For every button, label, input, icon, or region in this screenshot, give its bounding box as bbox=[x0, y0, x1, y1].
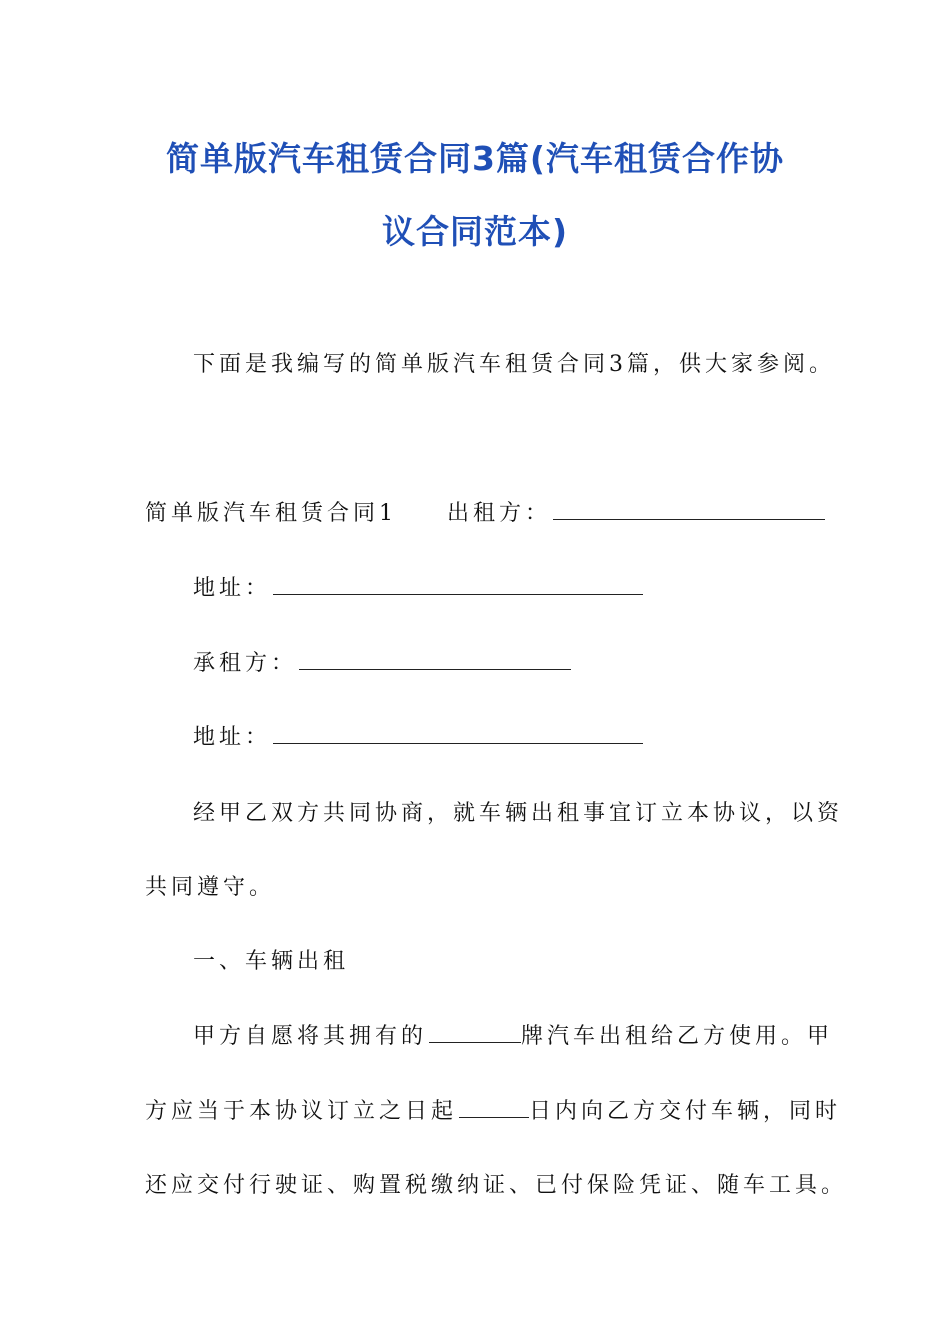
document-title-line-2: 议合同范本) bbox=[381, 212, 569, 251]
lessor-label: 出租方： bbox=[447, 501, 552, 526]
lessor-blank bbox=[553, 499, 825, 520]
lessee-label: 承租方： bbox=[193, 651, 298, 676]
contract-heading-row bbox=[145, 496, 825, 527]
contract-heading: 简单版汽车租赁合同1 bbox=[145, 501, 397, 526]
lessee-address-blank bbox=[273, 723, 643, 744]
section-heading-1: 一、车辆出租 bbox=[193, 949, 350, 974]
lessee-blank bbox=[299, 649, 571, 670]
paragraph-1-line-1: 经甲乙双方共同协商，就车辆出租事宜订立本协议，以资 bbox=[193, 801, 844, 826]
paragraph-2-line-1: 甲方自愿将其拥有的 牌汽车出租给乙方使用。甲 bbox=[193, 1024, 834, 1049]
lessor-address-row bbox=[193, 571, 643, 602]
address-label: 地址： bbox=[193, 576, 272, 601]
address-label-2: 地址： bbox=[193, 725, 272, 750]
plate-blank bbox=[429, 1022, 521, 1043]
paragraph-2-line-3: 还应交付行驶证、购置税缴纳证、已付保险凭证、随车工具。 bbox=[145, 1173, 848, 1198]
lessee-address-row bbox=[193, 720, 643, 751]
intro-paragraph: 下面是我编写的简单版汽车租赁合同3篇，供大家参阅。 bbox=[193, 352, 835, 377]
days-blank bbox=[459, 1097, 529, 1118]
document-title-line-1: 简单版汽车租赁合同3篇(汽车租赁合作协 bbox=[165, 139, 785, 178]
lessor-address-blank bbox=[273, 574, 643, 595]
paragraph-2-line-2: 方应当于本协议订立之日起 日内向乙方交付车辆，同时 bbox=[145, 1099, 842, 1124]
lessee-row bbox=[193, 646, 571, 677]
paragraph-1-line-2: 共同遵守。 bbox=[145, 875, 276, 900]
